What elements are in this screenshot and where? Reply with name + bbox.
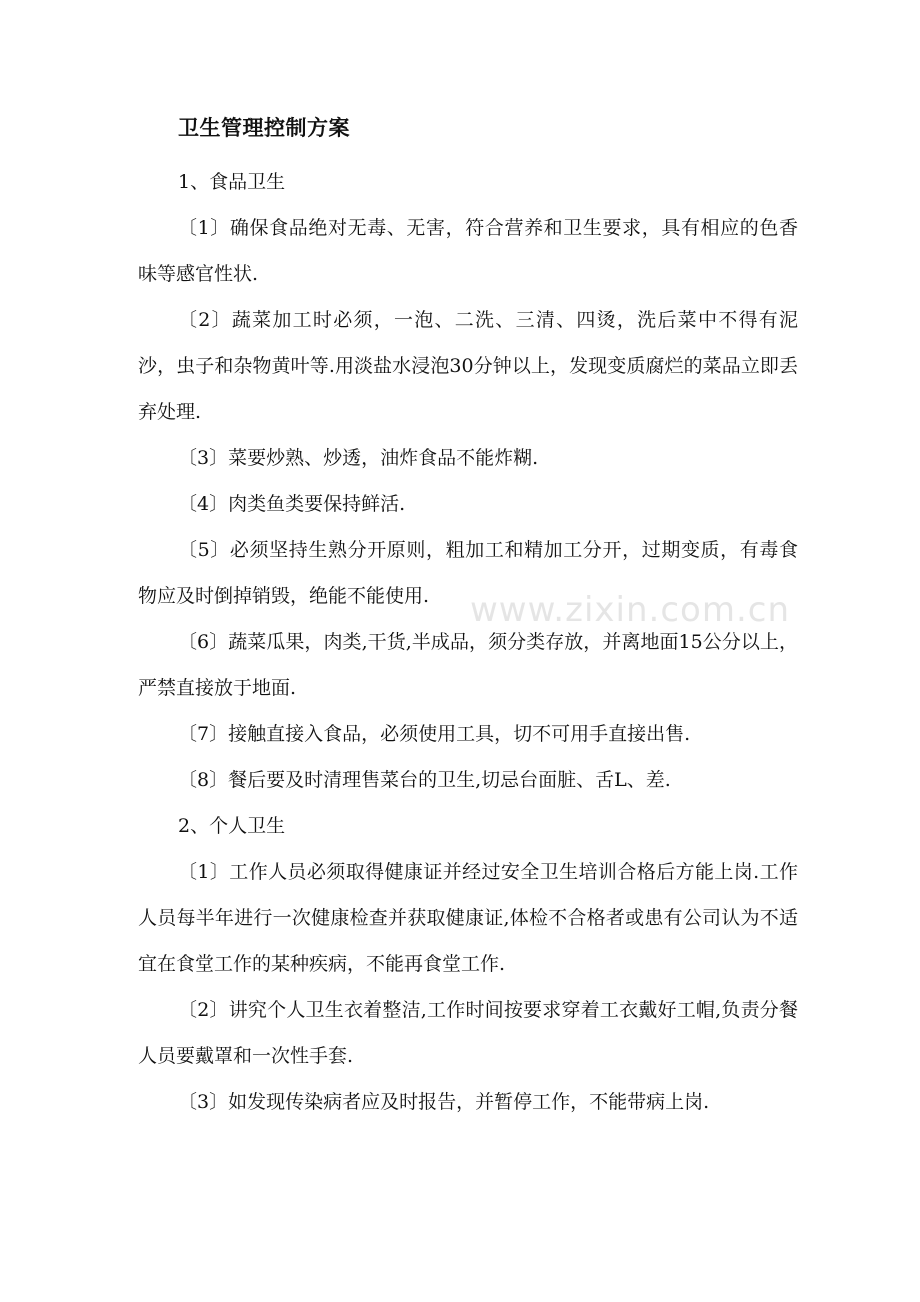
paragraph: 〔6〕蔬菜瓜果，肉类,干货,半成品，须分类存放，并离地面15公分以上，严禁直接放于地面. [138, 631, 798, 699]
section-heading: 2、个人卫生 [178, 815, 286, 837]
paragraph: 〔7〕接触直接入食品，必须使用工具，切不可用手直接出售. [178, 723, 691, 745]
watermark: www.zixin.com.cn [470, 590, 790, 630]
paragraph: 〔5〕必须坚持生熟分开原则，粗加工和精加工分开，过期变质，有毒食物应及时倒掉销毁，绝能不能使用. [138, 539, 798, 607]
paragraph: 〔1〕确保食品绝对无毒、无害，符合营养和卫生要求，具有相应的色香味等感官性状. [138, 217, 798, 285]
paragraph: 〔1〕工作人员必须取得健康证并经过安全卫生培训合格后方能上岗.工作人员每半年进行一次健康检查并获取健康证,体检不合格者或患有公司认为不适宜在食堂工作的某种疾病，不能再食堂工作. [138, 861, 798, 975]
section-personal-hygiene [138, 803, 798, 1125]
section-heading: 1、食品卫生 [178, 171, 286, 193]
paragraph: 〔2〕蔬菜加工时必须，一泡、二洗、三清、四烫，洗后菜中不得有泥沙，虫子和杂物黄叶等.用淡盐水浸泡30分钟以上，发现变质腐烂的菜品立即丢弃处理. [138, 309, 798, 423]
section-food-hygiene [138, 159, 798, 803]
paragraph: 〔2〕讲究个人卫生衣着整洁,工作时间按要求穿着工衣戴好工帽,负责分餐人员要戴罩和一次性手套. [138, 999, 798, 1067]
document-title: 卫生管理控制方案 [178, 116, 350, 140]
paragraph: 〔4〕肉类鱼类要保持鲜活. [178, 493, 406, 515]
document-body [138, 112, 798, 1125]
paragraph: 〔3〕如发现传染病者应及时报告，并暂停工作，不能带病上岗. [178, 1091, 710, 1113]
paragraph: 〔3〕菜要炒熟、炒透，油炸食品不能炸糊. [178, 447, 539, 469]
paragraph: 〔8〕餐后要及时清理售菜台的卫生,切忌台面脏、舌L、差. [178, 769, 671, 791]
